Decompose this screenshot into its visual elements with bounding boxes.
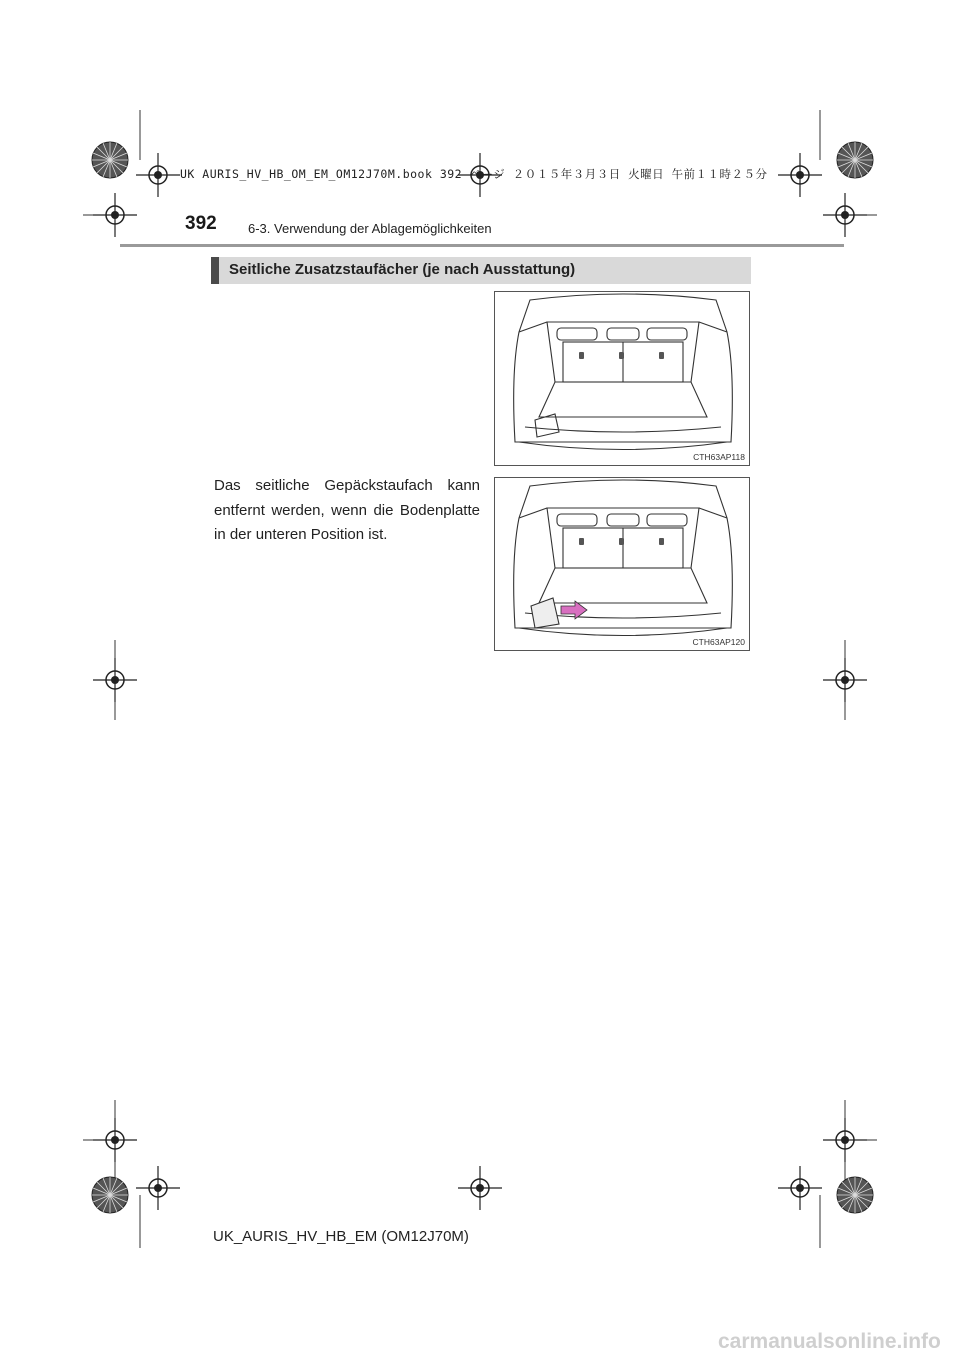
section-heading: Seitliche Zusatzstaufächer (je nach Ausstattung) xyxy=(229,261,576,278)
figure-luggage-compartment xyxy=(494,291,750,466)
figure-code: CTH63AP120 xyxy=(692,637,745,647)
section-title: 6-3. Verwendung der Ablagemöglichkeiten xyxy=(248,221,492,236)
section-heading-bar xyxy=(211,257,751,284)
print-info-line: UK AURIS_HV_HB_OM_EM_OM12J70M.book 392 ページ ２０１５年３月３日 火曜日 午前１１時２５分 xyxy=(180,167,768,181)
figure-code: CTH63AP118 xyxy=(693,452,745,462)
watermark: carmanualsonline.info xyxy=(718,1330,941,1353)
luggage-illustration-arrow xyxy=(495,478,751,652)
body-text: Das seitliche Gepäckstaufach kann entfernt werden, wenn die Bodenplatte in der unteren Position ist. xyxy=(214,477,480,543)
luggage-illustration xyxy=(495,292,751,467)
figure-side-compartment-removal xyxy=(494,477,750,651)
manual-code-footer: UK_AURIS_HV_HB_EM (OM12J70M) xyxy=(213,1228,469,1245)
page-number: 392 xyxy=(185,213,217,234)
header-rule xyxy=(120,244,844,247)
